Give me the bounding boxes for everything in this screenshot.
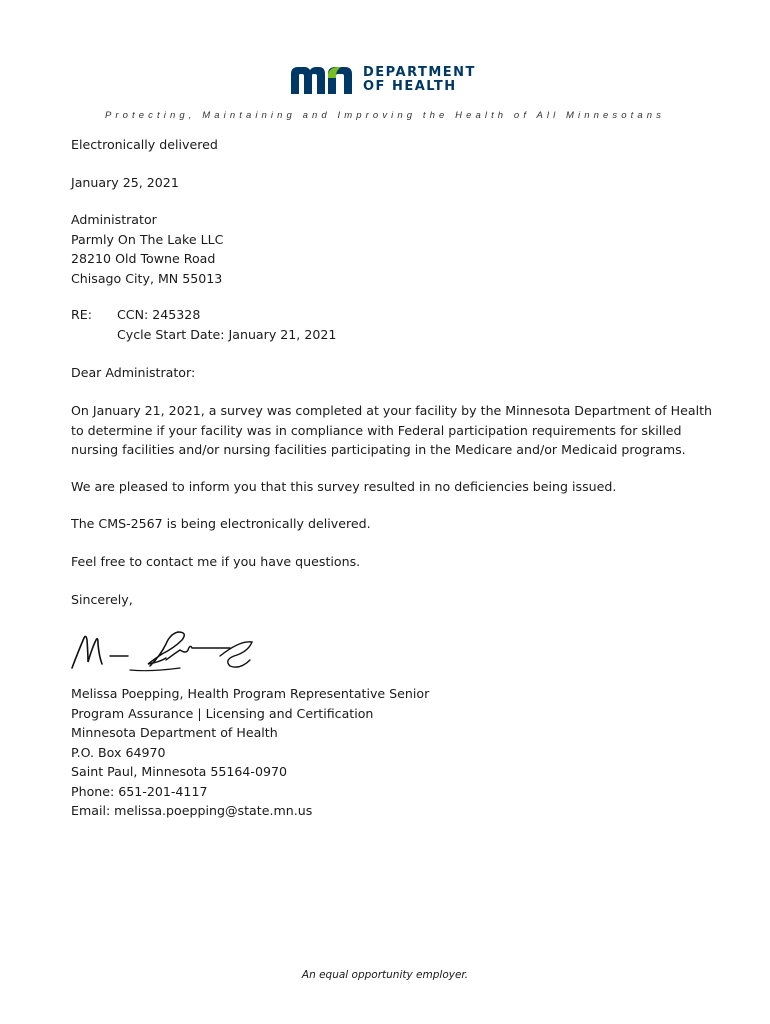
salutation — [71, 363, 711, 383]
paragraph-contact — [71, 552, 711, 572]
logo-line-2: OF HEALTH — [363, 79, 457, 94]
handwritten-signature — [70, 626, 260, 685]
paragraph-result — [71, 477, 711, 497]
signer-department: Minnesota Department of Health — [71, 725, 278, 740]
recipient-city: Chisago City, MN 55013 — [71, 270, 223, 286]
logo-wordmark — [363, 66, 476, 94]
recipient-title: Administrator — [71, 212, 157, 227]
signer-name-title: Melissa Poepping, Health Program Representative Senior — [71, 686, 430, 701]
re-block — [71, 305, 711, 344]
date-text: January 25, 2021 — [71, 175, 179, 190]
result-text: We are pleased to inform you that this survey resulted in no deficiencies being issued. — [71, 479, 617, 494]
signer-block — [71, 684, 711, 821]
ccn-line: CCN: 245328 — [117, 307, 201, 322]
re-label: RE: — [71, 307, 92, 322]
cycle-start-line: Cycle Start Date: January 21, 2021 — [117, 326, 337, 342]
mn-logo-icon — [289, 64, 355, 96]
logo-line-1: DEPARTMENT — [363, 65, 476, 80]
recipient-facility: Parmly On The Lake LLC — [71, 231, 224, 247]
closing-text: Sincerely, — [71, 592, 133, 607]
paragraph-line: nursing facilities and/or nursing facilities participating in the Medicare and/or Medicaid programs. — [71, 442, 686, 457]
paragraph-line: On January 21, 2021, a survey was completed at your facility by the Minnesota Department of Health — [71, 403, 713, 418]
tagline: Protecting, Maintaining and Improving the Health of All Minnesotans — [104, 110, 666, 121]
paragraph-line: to determine if your facility was in compliance with Federal participation requirements for skilled — [71, 422, 682, 438]
letter-date — [71, 173, 711, 193]
paragraph-cms — [71, 514, 711, 534]
paragraph-survey — [71, 401, 711, 460]
delivery-method: Electronically delivered — [71, 137, 218, 152]
signer-po-box: P.O. Box 64970 — [71, 744, 166, 760]
delivery-note — [71, 135, 711, 155]
signer-email: Email: melissa.poepping@state.mn.us — [71, 803, 313, 818]
closing — [71, 590, 711, 610]
mdh-logo — [289, 64, 476, 96]
recipient-street: 28210 Old Towne Road — [71, 251, 216, 266]
salutation-text: Dear Administrator: — [71, 365, 196, 380]
recipient-address — [71, 210, 711, 288]
cms-text: The CMS-2567 is being electronically delivered. — [71, 516, 371, 531]
signer-city: Saint Paul, Minnesota 55164-0970 — [71, 764, 288, 779]
contact-text: Feel free to contact me if you have questions. — [71, 554, 361, 569]
signer-phone: Phone: 651-201-4117 — [71, 783, 208, 799]
footer-eeo: An equal opportunity employer. — [301, 969, 469, 981]
signer-unit: Program Assurance | Licensing and Certification — [71, 705, 374, 721]
